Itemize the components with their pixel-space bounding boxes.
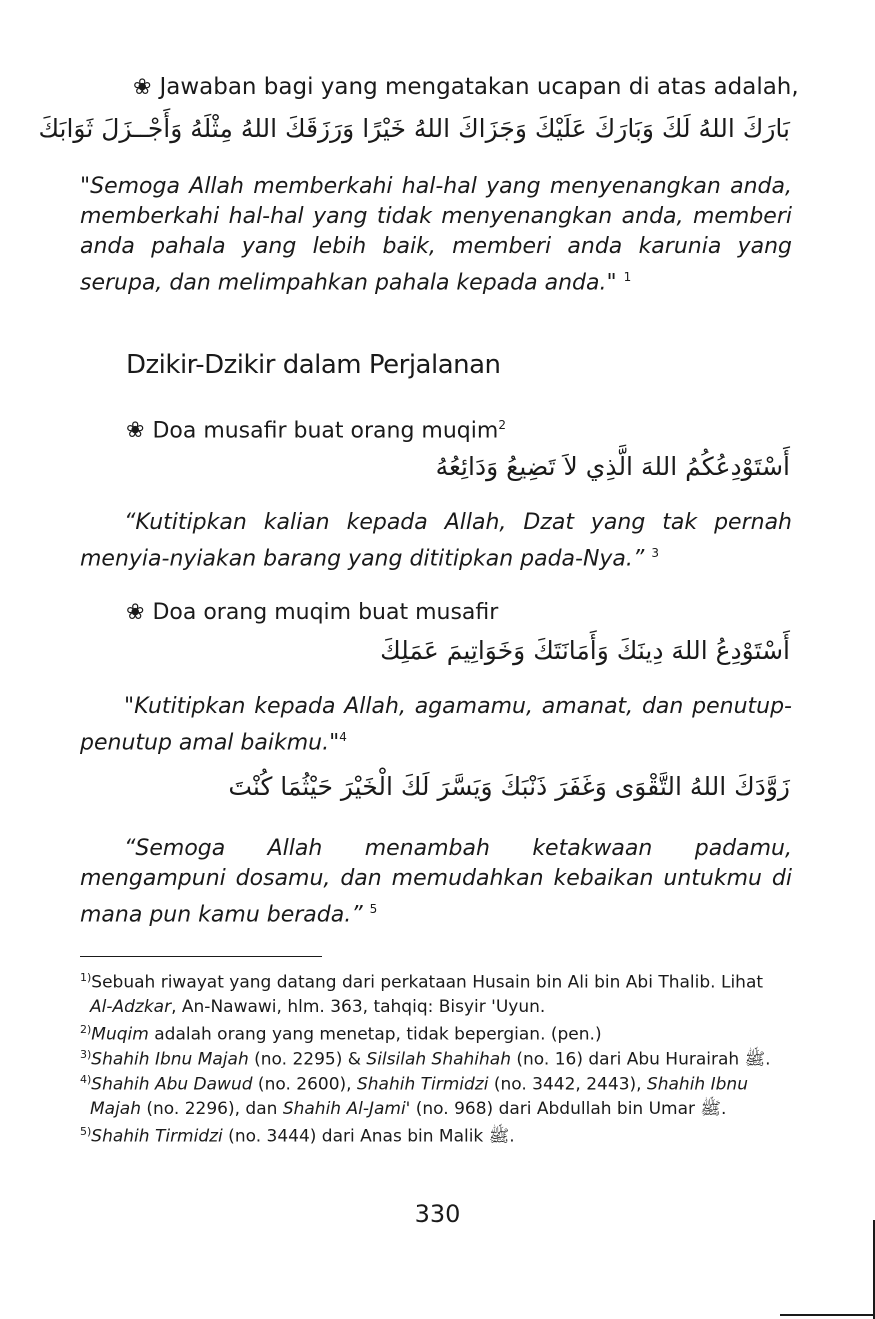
arabic-text-4: زَوَّدَكَ اللهُ التَّقْوَى وَغَفَرَ ذَنْبَكَ وَيَسَّرَ لَكَ الْخَيْرَ حَيْثُمَا كُنْتَ [228, 772, 790, 801]
translation-4 [80, 834, 792, 930]
footnote-text: (no. 968) dari Abdullah bin Umar ﷺ. [410, 1098, 727, 1119]
footnote-text: , An-Nawawi, hlm. 363, tahqiq: Bisyir 'Uyun. [171, 996, 546, 1017]
footnote-italic: Majah [90, 1098, 141, 1119]
footnote-ref-1[interactable]: 1 [623, 270, 632, 284]
footnote-ref-4[interactable]: 4 [339, 730, 347, 744]
footnote-italic: Muqim [91, 1024, 149, 1045]
footnote-1 [80, 966, 800, 1019]
translation-3-text: "Kutitipkan kepada Allah, agamamu, amanat, dan penutup-penutup amal baikmu." [80, 694, 792, 756]
footnote-italic: Shahih Tirmidzi [356, 1074, 489, 1095]
translation-1 [80, 172, 792, 298]
footnote-number: 2) [80, 1023, 92, 1036]
intro-line [133, 74, 813, 100]
footnote-italic: Silsilah Shahihah [366, 1049, 511, 1070]
footnote-ref-3[interactable]: 3 [651, 546, 659, 560]
footnote-ref-2[interactable]: 2 [498, 418, 506, 432]
footnote-italic: Shahih Al-Jami' [282, 1098, 411, 1119]
footnote-number: 4) [80, 1073, 92, 1086]
arabic-text-3: أَسْتَوْدِعُ اللهَ دِينَكَ وَأَمَانَتَكَ وَخَوَاتِيمَ عَمَلِكَ [380, 636, 790, 665]
section-heading: Dzikir-Dzikir dalam Perjalanan [126, 350, 501, 380]
footnote-ref-5[interactable]: 5 [369, 902, 378, 916]
footnote-italic: Al-Adzkar [90, 996, 172, 1017]
footnote-italic: Shahih Ibnu Majah [91, 1049, 249, 1070]
footnote-text: adalah orang yang menetap, tidak bepergian. (pen.) [148, 1024, 602, 1045]
footnote-5 [80, 1120, 800, 1149]
flower-ornament-icon: ❀ [126, 600, 145, 625]
translation-1-text: "Semoga Allah memberkahi hal-hal yang menyenangkan anda, memberkahi hal-hal yang tidak menyenangkan anda, memberi anda pahala yang lebih baik, memberi anda karunia yang serupa, dan melimpahkan pahala kepada anda." [80, 174, 792, 296]
subheading-1-text: Doa musafir buat orang muqim [152, 418, 499, 444]
page-number: 330 [414, 1200, 461, 1228]
footnote-continuation [80, 995, 800, 1019]
footnote-text: Sebuah riwayat yang datang dari perkataan Husain bin Ali bin Abi Thalib. Lihat [91, 972, 764, 993]
subheading-2 [126, 600, 498, 625]
translation-3 [80, 692, 792, 758]
translation-2-text: “Kutitipkan kalian kepada Allah, Dzat yang tak pernah menyia-nyiakan barang yang dititipkan pada-Nya.” [80, 510, 792, 572]
arabic-text-1: بَارَكَ اللهُ لَكَ وَبَارَكَ عَلَيْكَ وَجَزَاكَ اللهُ خَيْرًا وَرَزَقَكَ اللهُ مِثْلَهُ وَأَجْــزَلَ ثَوَابَكَ [38, 114, 790, 143]
footnote-divider [80, 956, 322, 957]
subheading-1 [126, 418, 506, 443]
translation-4-text: “Semoga Allah menambah ketakwaan padamu, mengampuni dosamu, dan memudahkan kebaikan untukmu di mana pun kamu berada.” [80, 836, 792, 928]
footnote-text: (no. 16) dari Abu Hurairah ﷺ. [511, 1049, 771, 1070]
subheading-2-text: Doa orang muqim buat musafir [152, 600, 499, 625]
footnote-4 [80, 1068, 800, 1121]
page-edge-horizontal [780, 1314, 875, 1316]
intro-text: Jawaban bagi yang mengatakan ucapan di atas adalah, [159, 74, 799, 100]
footnote-italic: Shahih Ibnu [646, 1074, 748, 1095]
footnote-text: (no. 2296), dan [141, 1098, 283, 1119]
footnote-italic: Shahih Tirmidzi [91, 1126, 223, 1147]
footnote-text: (no. 2600), [252, 1074, 357, 1095]
footnote-text: (no. 2295) & [248, 1049, 367, 1070]
footnote-number: 1) [80, 971, 92, 984]
footnote-continuation [80, 1097, 800, 1121]
footnote-text: (no. 3442, 2443), [488, 1074, 647, 1095]
footnote-number: 5) [80, 1125, 92, 1138]
footnote-italic: Shahih Abu Dawud [91, 1074, 253, 1095]
translation-2 [80, 508, 792, 574]
arabic-text-2: أَسْتَوْدِعُكُمُ اللهَ الَّذِي لاَ تَضِيعُ وَدَائِعُهُ [435, 452, 790, 481]
footnote-text: (no. 3444) dari Anas bin Malik ﷺ. [222, 1126, 515, 1147]
footnote-number: 3) [80, 1048, 92, 1061]
flower-ornament-icon: ❀ [126, 418, 145, 444]
flower-ornament-icon: ❀ [133, 75, 152, 100]
